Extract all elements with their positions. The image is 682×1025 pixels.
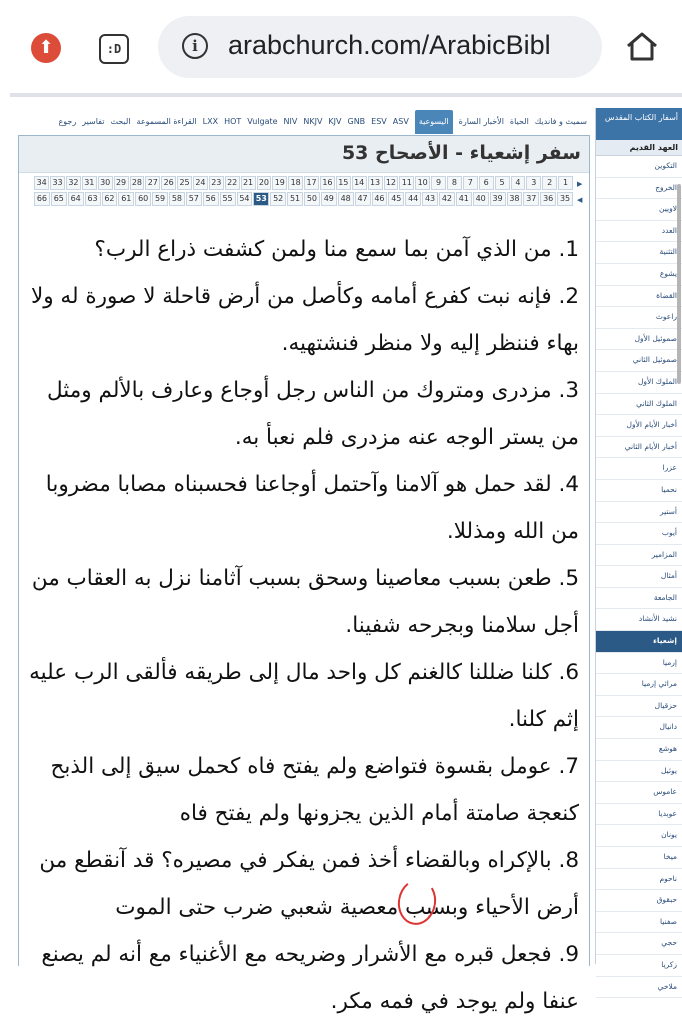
sidebar-book-link[interactable]: الملوك الثاني <box>596 394 682 416</box>
chapter-link[interactable]: 49 <box>321 192 337 206</box>
chapter-title-bar <box>19 136 589 173</box>
chapter-link[interactable]: 28 <box>130 176 145 190</box>
chapter-link[interactable]: 36 <box>540 192 556 206</box>
chapter-nav-row-1 <box>33 176 573 190</box>
chapter-link[interactable]: 6 <box>479 176 494 190</box>
next-arrow-icon[interactable]: ▶ <box>577 180 583 188</box>
page-scrollbar[interactable] <box>677 184 681 384</box>
sidebar-book-link[interactable]: هوشع <box>596 739 682 761</box>
home-icon[interactable] <box>624 30 660 62</box>
sidebar-book-link[interactable]: دانيال <box>596 717 682 739</box>
sidebar-book-link[interactable]: يشوع <box>596 264 682 286</box>
page-title: سفر إشعياء - الأصحاح 53 <box>341 142 581 164</box>
chapter-link[interactable]: 25 <box>177 176 192 190</box>
sidebar-book-link[interactable]: صموئيل الأول <box>596 329 682 351</box>
verse-text: 7. عومل بقسوة فتواضع ولم يفتح فاه كحمل سيق إلى الذبح كنعجة صامتة أمام الذين يجزونها ولم يفتح فاه <box>50 754 579 826</box>
translation-tab[interactable]: GNB <box>347 117 366 126</box>
translation-tab[interactable]: القراءة المسموعة <box>136 117 197 126</box>
sidebar-section-old-testament: العهد القديم <box>596 140 682 156</box>
translation-tab[interactable]: اليسوعية <box>415 110 453 134</box>
chapter-link[interactable]: 61 <box>118 192 134 206</box>
sidebar-book-link[interactable]: إشعياء <box>596 631 682 653</box>
verse-text: 5. طعن بسبب معاصينا وسحق بسبب آثامنا نزل به العقاب من أجل سلامنا وبجرحه شفينا. <box>31 566 579 638</box>
sidebar-book-link[interactable]: عوبديا <box>596 804 682 826</box>
chapter-link[interactable]: 59 <box>152 192 168 206</box>
translation-tab[interactable]: NIV <box>283 117 298 126</box>
chapter-link[interactable]: 42 <box>439 192 455 206</box>
sidebar-book-link[interactable]: حبقوق <box>596 890 682 912</box>
page-content <box>15 104 682 1014</box>
chapter-link[interactable]: 64 <box>68 192 84 206</box>
sidebar-book-link[interactable]: الملوك الأول <box>596 372 682 394</box>
translation-tab[interactable]: NKJV <box>303 117 323 126</box>
chapter-link[interactable]: 41 <box>456 192 472 206</box>
chapter-link[interactable]: 45 <box>388 192 404 206</box>
translation-tab[interactable]: HOT <box>224 117 242 126</box>
chapter-link[interactable]: 46 <box>372 192 388 206</box>
chapter-link[interactable]: 35 <box>557 192 573 206</box>
chapter-link[interactable]: 30 <box>98 176 113 190</box>
verse-text: 1. من الذي آمن بما سمع منا ولمن كشفت ذراع الرب؟ <box>94 237 579 262</box>
chapter-link[interactable]: 8 <box>447 176 462 190</box>
sidebar-book-link[interactable]: التثنية <box>596 242 682 264</box>
chapter-link[interactable]: 22 <box>225 176 240 190</box>
sidebar-book-link[interactable]: نحميا <box>596 480 682 502</box>
chapter-link[interactable]: 2 <box>542 176 557 190</box>
chapter-link[interactable]: 20 <box>257 176 272 190</box>
chapter-link[interactable]: 44 <box>405 192 421 206</box>
chapter-link[interactable]: 32 <box>66 176 81 190</box>
chapter-link[interactable]: 40 <box>473 192 489 206</box>
translation-tab[interactable]: ESV <box>371 117 387 126</box>
sidebar-header: أسفار الكتاب المقدس <box>596 108 682 140</box>
sidebar-book-link[interactable]: ناحوم <box>596 869 682 891</box>
sidebar-book-link[interactable]: الخروج <box>596 178 682 200</box>
chapter-link[interactable]: 11 <box>399 176 414 190</box>
chapter-link[interactable]: 55 <box>220 192 236 206</box>
chapter-link[interactable]: 37 <box>523 192 539 206</box>
chapter-link[interactable]: 29 <box>114 176 129 190</box>
chapter-link[interactable]: 23 <box>209 176 224 190</box>
chapter-link[interactable]: 51 <box>287 192 303 206</box>
translation-tab[interactable]: KJV <box>328 117 342 126</box>
chapter-link[interactable]: 62 <box>102 192 118 206</box>
translation-tab[interactable]: سميث و فانديك <box>534 117 587 126</box>
verse-text: 8. بالإكراه وبالقضاء أخذ فمن يفكر في مصيره؟ قد آنقطع من أرض الأحياء وبسبب معصية شعبي ضرب حتى الموت <box>39 848 579 920</box>
chapter-link[interactable]: 39 <box>490 192 506 206</box>
chapter-panel <box>18 135 590 1014</box>
sidebar-book-link[interactable]: القضاة <box>596 286 682 308</box>
chapter-link[interactable]: 21 <box>241 176 256 190</box>
chapter-link[interactable]: 52 <box>270 192 286 206</box>
sidebar-book-link[interactable]: إرميا <box>596 653 682 675</box>
chapter-link[interactable]: 4 <box>511 176 526 190</box>
translation-tab[interactable]: رجوع <box>58 117 77 126</box>
sidebar-book-link[interactable]: راعوث <box>596 307 682 329</box>
sidebar-book-link[interactable]: حجي <box>596 933 682 955</box>
chapter-link[interactable]: 17 <box>304 176 319 190</box>
chapter-link[interactable]: 19 <box>272 176 287 190</box>
verse-text: 6. كلنا ضللنا كالغنم كل واحد مال إلى طريقه فألقى الرب عليه إثم كلنا. <box>29 660 579 732</box>
chapter-link[interactable]: 57 <box>186 192 202 206</box>
sidebar-book-link[interactable]: ملاخي <box>596 977 682 999</box>
chapter-link[interactable]: 10 <box>415 176 430 190</box>
translation-tab[interactable]: تفاسير <box>82 117 105 126</box>
sidebar-book-link[interactable]: لاويين <box>596 199 682 221</box>
translation-tab[interactable]: LXX <box>202 117 219 126</box>
sidebar-book-link[interactable]: عاموس <box>596 782 682 804</box>
sidebar-book-link[interactable]: صموئيل الثاني <box>596 350 682 372</box>
chapter-link[interactable]: 18 <box>288 176 303 190</box>
address-bar[interactable] <box>158 16 602 78</box>
chapter-link[interactable]: 56 <box>203 192 219 206</box>
sidebar-book-link[interactable]: يوئيل <box>596 761 682 783</box>
sidebar-book-link[interactable]: العدد <box>596 221 682 243</box>
chapter-link[interactable]: 13 <box>368 176 383 190</box>
sidebar-book-link[interactable]: أمثال <box>596 566 682 588</box>
sidebar-book-link[interactable]: صفنيا <box>596 912 682 934</box>
chapter-link[interactable]: 14 <box>352 176 367 190</box>
chapter-link[interactable]: 53 <box>253 192 269 206</box>
sidebar-book-link[interactable]: أستير <box>596 502 682 524</box>
translation-tab[interactable]: ASV <box>392 117 409 126</box>
chapter-link[interactable]: 3 <box>526 176 541 190</box>
chapter-nav-row-2 <box>33 192 573 206</box>
translation-tab[interactable]: الأخبار السارة <box>458 117 504 126</box>
sidebar-book-link[interactable]: مراثي إرميا <box>596 674 682 696</box>
info-icon[interactable]: i <box>182 33 208 59</box>
translation-tab[interactable]: البحث <box>110 117 131 126</box>
chapter-link[interactable]: 54 <box>237 192 253 206</box>
verse-text: 4. لقد حمل هو آلامنا وآحتمل أوجاعنا فحسبناه مصابا مضروبا من الله ومذللا. <box>45 472 579 544</box>
chapter-link[interactable]: 9 <box>431 176 446 190</box>
chapter-link[interactable]: 58 <box>169 192 185 206</box>
sidebar-book-link[interactable]: الجامعة <box>596 588 682 610</box>
chapter-link[interactable]: 63 <box>85 192 101 206</box>
verses-list <box>29 226 579 1025</box>
verse-text: 3. مزدرى ومتروك من الناس رجل أوجاع وعارف بالألم ومثل من يستر الوجه عنه مزدرى فلم نعبأ به. <box>47 378 579 450</box>
sidebar-book-link[interactable]: المزامير <box>596 545 682 567</box>
sidebar-book-link[interactable]: عزرا <box>596 458 682 480</box>
sidebar-book-link[interactable]: أيوب <box>596 523 682 545</box>
chapter-link[interactable]: 1 <box>558 176 573 190</box>
sidebar-book-link[interactable]: أخبار الأيام الأول <box>596 415 682 437</box>
chapter-link[interactable]: 24 <box>193 176 208 190</box>
chapter-link[interactable]: 48 <box>338 192 354 206</box>
chapter-link[interactable]: 66 <box>34 192 50 206</box>
translation-tab[interactable]: الحياة <box>509 117 529 126</box>
url-text[interactable]: arabchurch.com/ArabicBibl <box>228 30 551 60</box>
toolbar-divider <box>10 93 682 97</box>
sidebar-book-link[interactable]: نشيد الأنشاد <box>596 609 682 631</box>
chapter-link[interactable]: 50 <box>304 192 320 206</box>
chapter-link[interactable]: 16 <box>320 176 335 190</box>
translation-tab[interactable]: Vulgate <box>247 117 278 126</box>
chapter-link[interactable]: 43 <box>422 192 438 206</box>
books-sidebar <box>595 108 682 991</box>
chapter-link[interactable]: 26 <box>161 176 176 190</box>
chapter-link[interactable]: 31 <box>82 176 97 190</box>
chapter-link[interactable]: 65 <box>51 192 67 206</box>
chapter-link[interactable]: 12 <box>384 176 399 190</box>
update-icon[interactable]: ⬆ <box>31 33 61 63</box>
chapter-link[interactable]: 27 <box>145 176 160 190</box>
browser-toolbar <box>0 0 682 93</box>
translation-tabs <box>15 110 590 136</box>
chapter-link[interactable]: 7 <box>463 176 478 190</box>
chapter-link[interactable]: 33 <box>50 176 65 190</box>
verse-text: 9. فجعل قبره مع الأشرار وضريحه مع الأغنياء مع أنه لم يصنع عنفا ولم يوجد في فمه مكر. <box>41 942 579 1014</box>
sidebar-book-link[interactable]: ميخا <box>596 847 682 869</box>
chapter-link[interactable]: 60 <box>135 192 151 206</box>
prev-arrow-icon[interactable]: ◀ <box>577 196 583 204</box>
sidebar-book-link[interactable]: زكريا <box>596 955 682 977</box>
tab-switcher-button[interactable]: :D <box>99 34 129 64</box>
chapter-link[interactable]: 34 <box>34 176 49 190</box>
sidebar-book-link[interactable]: التكوين <box>596 156 682 178</box>
chapter-link[interactable]: 15 <box>336 176 351 190</box>
chapter-link[interactable]: 5 <box>495 176 510 190</box>
sidebar-book-link[interactable]: حزقيال <box>596 696 682 718</box>
verse-text: 2. فإنه نبت كفرع أمامه وكأصل من أرض قاحلة لا صورة له ولا بهاء فننظر إليه ولا منظر فنشتهيه. <box>30 284 579 356</box>
sidebar-book-link[interactable]: يونان <box>596 825 682 847</box>
sidebar-book-link[interactable]: أخبار الأيام الثاني <box>596 437 682 459</box>
chapter-link[interactable]: 47 <box>355 192 371 206</box>
chapter-link[interactable]: 38 <box>507 192 523 206</box>
